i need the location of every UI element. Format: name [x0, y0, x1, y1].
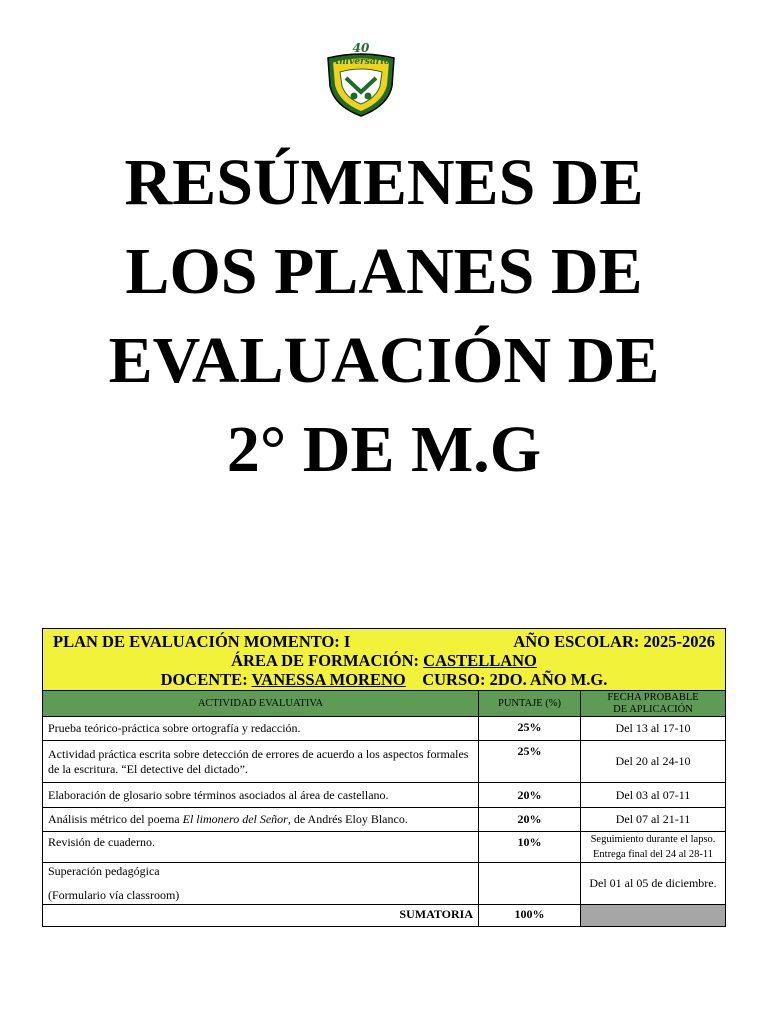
table-row — [43, 741, 726, 783]
puntaje-cell: 20% — [479, 783, 581, 808]
col-fecha-line-1: FECHA PROBABLE — [607, 691, 699, 703]
title-line-1: RESÚMENES DE — [124, 146, 644, 219]
fecha-cell: Del 07 al 21-11 — [581, 808, 726, 832]
actividad-cell: Prueba teórico-práctica sobre ortografía y redacción. — [43, 717, 479, 741]
fecha-cell — [581, 832, 726, 863]
table-row — [43, 832, 726, 863]
table-row — [43, 863, 726, 905]
curso-label: CURSO: 2DO. AÑO M.G. — [422, 670, 608, 689]
header-line-3 — [47, 670, 721, 689]
title-line-4: 2° DE M.G — [226, 413, 542, 486]
actividad-cell — [43, 863, 479, 905]
col-fecha-line-2: DE APLICACIÓN — [613, 703, 693, 715]
col-fecha — [581, 691, 726, 717]
column-header-row — [43, 691, 726, 717]
puntaje-cell — [479, 863, 581, 905]
evaluation-plan-table — [42, 628, 726, 927]
area-label: ÁREA DE FORMACIÓN: — [231, 651, 424, 670]
anio-escolar-label: AÑO ESCOLAR: 2025-2026 — [513, 632, 715, 651]
logo-number: 40 — [352, 41, 370, 55]
title-line-2: LOS PLANES DE — [125, 235, 643, 308]
puntaje-cell: 25% — [479, 741, 581, 783]
actividad-cell: Revisión de cuaderno. — [43, 832, 479, 863]
actividad-line-2: (Formulario vía classroom) — [48, 888, 180, 902]
puntaje-cell: 10% — [479, 832, 581, 863]
area-value: CASTELLANO — [423, 651, 537, 670]
puntaje-cell: 20% — [479, 808, 581, 832]
header-line-1 — [47, 632, 721, 651]
table-row — [43, 808, 726, 832]
header-line-2 — [47, 651, 721, 670]
fecha-cell: Del 03 al 07-11 — [581, 783, 726, 808]
docente-value: VANESSA MORENO — [251, 670, 406, 689]
fecha-cell: Del 13 al 17-10 — [581, 717, 726, 741]
col-puntaje: PUNTAJE (%) — [479, 691, 581, 717]
sumatoria-row — [43, 905, 726, 927]
fecha-line-2: Entrega final del 24 al 28-11 — [592, 849, 714, 860]
actividad-text-pre: Análisis métrico del poema — [48, 812, 183, 826]
puntaje-cell: 25% — [479, 717, 581, 741]
fecha-cell: Del 20 al 24-10 — [581, 741, 726, 783]
actividad-cell: Elaboración de glosario sobre términos asociados al área de castellano. — [43, 783, 479, 808]
fecha-line-1: Seguimiento durante el lapso. — [590, 834, 716, 845]
actividad-cell: Actividad práctica escrita sobre detección de errores de acuerdo a los aspectos formales de la escritura. “El detective del dictado”. — [43, 741, 479, 783]
col-actividad: ACTIVIDAD EVALUATIVA — [43, 691, 479, 717]
docente-label: DOCENTE: — [160, 670, 252, 689]
plan-header — [43, 629, 726, 691]
page-title — [0, 138, 768, 494]
sumatoria-empty-cell — [581, 905, 726, 927]
momento-label: PLAN DE EVALUACIÓN MOMENTO: I — [53, 632, 351, 651]
sumatoria-value: 100% — [479, 905, 581, 927]
logo-word: Aniversario — [332, 57, 390, 67]
actividad-text-post: , de Andrés Eloy Blanco. — [287, 812, 408, 826]
table-row — [43, 717, 726, 741]
title-line-3: EVALUACIÓN DE — [108, 324, 660, 397]
poem-title: El limonero del Señor — [182, 812, 288, 826]
actividad-line-1: Superación pedagógica — [48, 864, 160, 878]
table-row — [43, 783, 726, 808]
sumatoria-label: SUMATORIA — [43, 905, 479, 927]
school-logo — [318, 40, 404, 118]
actividad-cell — [43, 808, 479, 832]
fecha-cell: Del 01 al 05 de diciembre. — [581, 863, 726, 905]
